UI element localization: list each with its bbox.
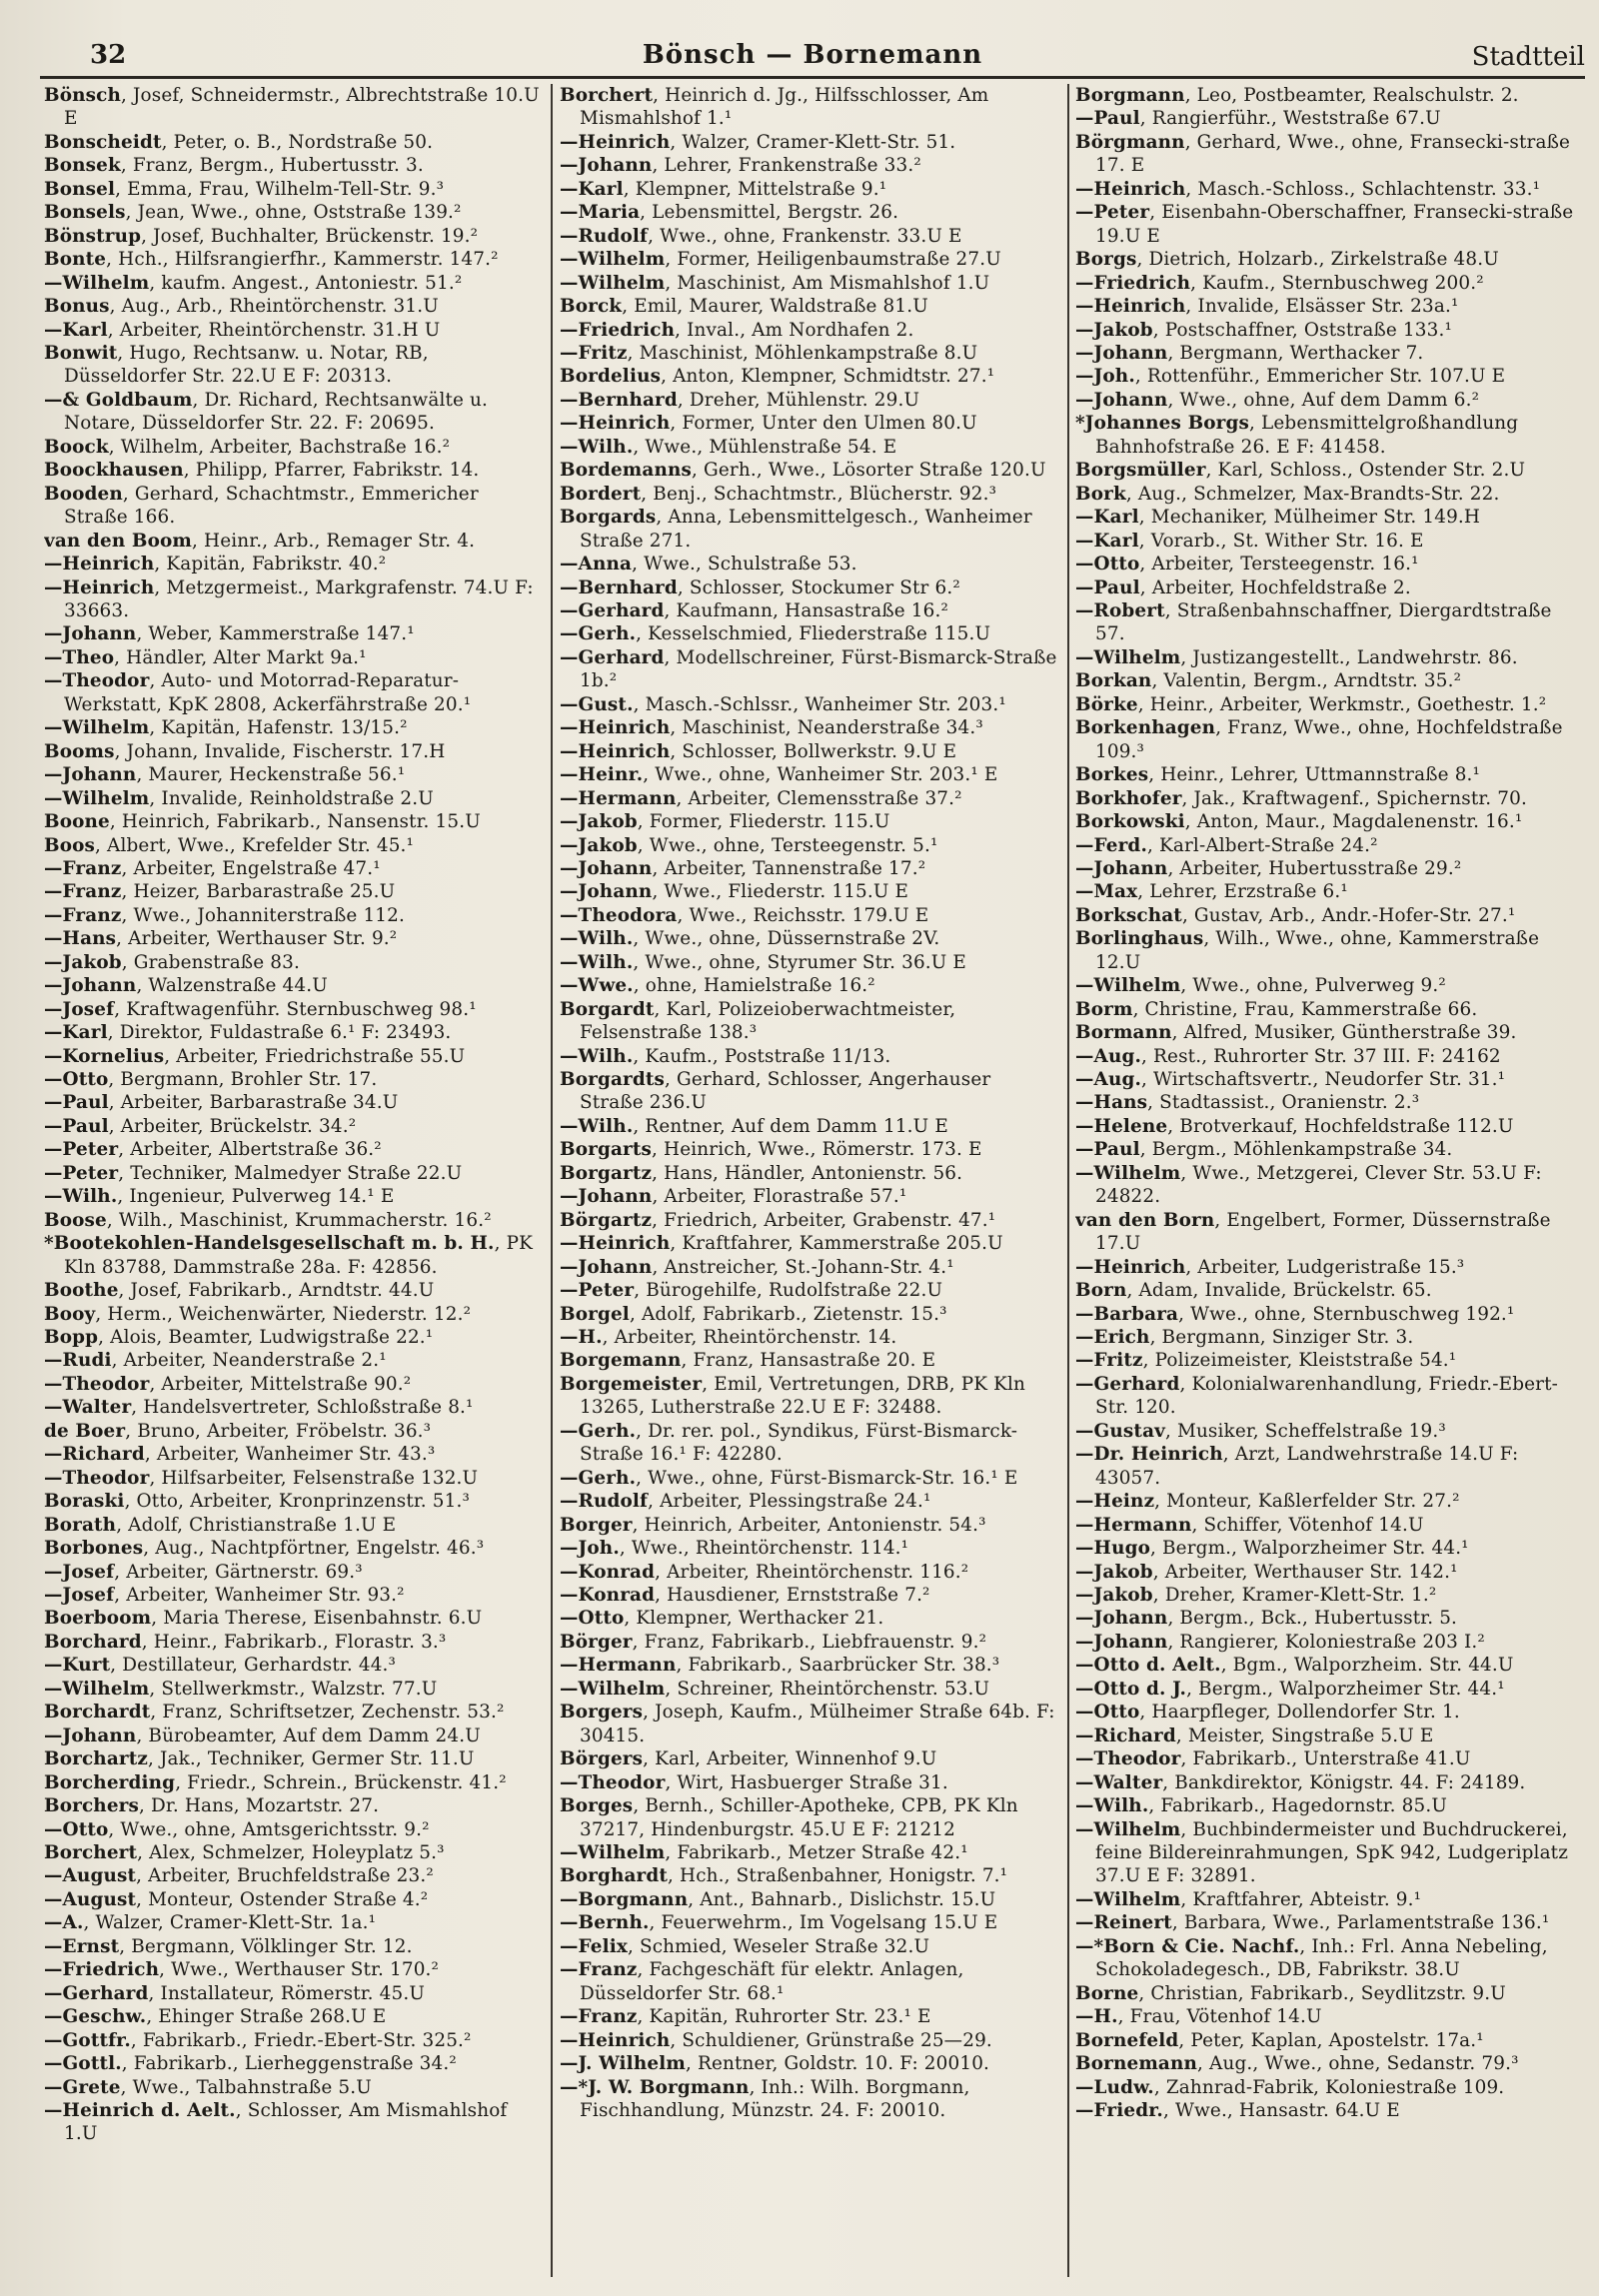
directory-entry: —Theodor, Auto- und Motorrad-Reparatur-Werkstatt, KpK 2808, Ackerfährstraße 20.¹ <box>44 670 472 715</box>
directory-entry: Borlinghaus, Wilh., Wwe., ohne, Kammerstraße 12.U <box>1075 928 1540 973</box>
directory-entry: —Borgmann, Ant., Bahnarb., Dislichstr. 15.U <box>560 1888 996 1910</box>
directory-entry: —Wilh., Rentner, Auf dem Damm 11.U E <box>560 1115 948 1137</box>
directory-entry: —H., Arbeiter, Rheintörchenstr. 14. <box>560 1327 897 1349</box>
directory-entry: Borgers, Joseph, Kaufm., Mülheimer Straße 64b. F: 30415. <box>560 1702 1055 1746</box>
directory-entry: Bormann, Alfred, Musiker, Güntherstraße 39. <box>1075 1022 1517 1044</box>
directory-entry: —Paul, Rangierführ., Weststraße 67.U <box>1075 108 1441 130</box>
directory-entry: —Hermann, Fabrikarb., Saarbrücker Str. 38.³ <box>560 1655 1000 1677</box>
directory-entry: —Konrad, Arbeiter, Rheintörchenstr. 116.² <box>560 1561 969 1583</box>
directory-entry: Borgmann, Leo, Postbeamter, Realschulstr. 2. <box>1075 85 1519 106</box>
directory-entry: Borgs, Dietrich, Holzarb., Zirkelstraße 48.U <box>1075 249 1499 271</box>
directory-entry: Borcherding, Friedr., Schrein., Brückenstr. 41.² <box>44 1771 507 1793</box>
directory-entry: —August, Arbeiter, Bruchfeldstraße 23.² <box>44 1865 434 1887</box>
directory-entry: —Franz, Wwe., Johanniterstraße 112. <box>44 904 405 926</box>
directory-entry: Bönstrup, Josef, Buchhalter, Brückenstr. 19.² <box>44 225 479 247</box>
directory-entry: —Heinrich, Former, Unter den Ulmen 80.U <box>560 413 977 435</box>
directory-entry: —Felix, Schmied, Weseler Straße 32.U <box>560 1935 930 1957</box>
directory-entry: —Hugo, Bergm., Walporzheimer Str. 44.¹ <box>1075 1538 1469 1560</box>
directory-entry: —Richard, Meister, Singstraße 5.U E <box>1075 1724 1434 1746</box>
directory-entry: —Heinrich, Maschinist, Neanderstraße 34.³ <box>560 717 983 739</box>
directory-entry: —Johann, Wwe., ohne, Auf dem Damm 6.² <box>1075 389 1480 411</box>
directory-entry: Borkowski, Anton, Maur., Magdalenenstr. 16.¹ <box>1075 811 1523 833</box>
directory-entry: —Friedrich, Wwe., Werthauser Str. 170.² <box>44 1959 440 1981</box>
directory-entry: Borchartz, Jak., Techniker, Germer Str. 11.U <box>44 1748 475 1770</box>
page-header <box>40 36 1585 79</box>
directory-entry: —Aug., Wirtschaftsvertr., Neudorfer Str. 31.¹ <box>1075 1069 1506 1091</box>
directory-entry: —Joh., Rottenführ., Emmericher Str. 107.U E <box>1075 366 1506 388</box>
directory-entry: —Gust., Masch.-Schlssr., Wanheimer Str. 203.¹ <box>560 693 1006 715</box>
directory-entry: —Wilhelm, Schreiner, Rheintörchenstr. 53.U <box>560 1678 990 1700</box>
directory-entry: —Johann, Bergm., Bck., Hubertusstr. 5. <box>1075 1608 1458 1630</box>
directory-entry: —Karl, Vorarb., St. Wither Str. 16. E <box>1075 530 1424 552</box>
column-1 <box>44 84 544 2282</box>
directory-entry: Borbones, Aug., Nachtpförtner, Engelstr. 46.³ <box>44 1538 485 1560</box>
directory-entry: —Wilhelm, Fabrikarb., Metzer Straße 42.¹ <box>560 1841 968 1863</box>
directory-entry: Bonscheidt, Peter, o. B., Nordstraße 50. <box>44 131 434 153</box>
directory-entry: —Johann, Arbeiter, Hubertusstraße 29.² <box>1075 857 1462 879</box>
directory-entry: —Wilhelm, Wwe., Metzgerei, Clever Str. 53.U F: 24822. <box>1075 1162 1542 1208</box>
directory-entry: Borchard, Heinr., Fabrikarb., Florastr. 3.³ <box>44 1631 447 1653</box>
directory-entry: —Bernhard, Schlosser, Stockumer Str 6.² <box>560 576 960 598</box>
directory-entry: van den Born, Engelbert, Former, Düssernstraße 17.U <box>1075 1209 1551 1255</box>
directory-entry: —Otto, Wwe., ohne, Amtsgerichtsstr. 9.² <box>44 1818 430 1840</box>
directory-entry: —J. Wilhelm, Rentner, Goldstr. 10. F: 20010. <box>560 2053 990 2075</box>
directory-entry: —Walter, Handelsvertreter, Schloßstraße 8.¹ <box>44 1397 474 1419</box>
directory-entry: —Joh., Wwe., Rheintörchenstr. 114.¹ <box>560 1538 909 1560</box>
directory-entry: —Friedrich, Inval., Am Nordhafen 2. <box>560 319 914 341</box>
directory-entry: Börgartz, Friedrich, Arbeiter, Grabenstr. 47.¹ <box>560 1209 996 1231</box>
directory-entry: Bork, Aug., Schmelzer, Max-Brandts-Str. 22. <box>1075 483 1500 505</box>
directory-entry: —Heinrich, Invalide, Elsässer Str. 23a.¹ <box>1075 296 1459 318</box>
directory-entry: Boockhausen, Philipp, Pfarrer, Fabrikstr. 14. <box>44 460 480 482</box>
directory-entry: Borkes, Heinr., Lehrer, Uttmannstraße 8.¹ <box>1075 764 1481 786</box>
directory-entry: Bonte, Hch., Hilfsrangierfhr., Kammerstr. 147.² <box>44 249 499 271</box>
directory-entry: —Heinrich, Kraftfahrer, Kammerstraße 205.U <box>560 1233 1003 1255</box>
directory-entry: —Barbara, Wwe., ohne, Sternbuschweg 192.¹ <box>1075 1303 1515 1325</box>
directory-entry: —Dr. Heinrich, Arzt, Landwehrstraße 14.U F: 43057. <box>1075 1444 1519 1489</box>
directory-entry: —Ernst, Bergmann, Völklinger Str. 12. <box>44 1935 413 1957</box>
directory-entry: Borkschat, Gustav, Arb., Andr.-Hofer-Str. 27.¹ <box>1075 904 1516 926</box>
directory-entry: Bordert, Benj., Schachtmstr., Blücherstr. 92.³ <box>560 483 997 505</box>
directory-entry: —Jakob, Arbeiter, Werthauser Str. 142.¹ <box>1075 1561 1458 1583</box>
directory-entry: —Paul, Arbeiter, Barbarastraße 34.U <box>44 1092 399 1114</box>
directory-entry: —Ferd., Karl-Albert-Straße 24.² <box>1075 834 1378 856</box>
directory-entry: —Fritz, Maschinist, Möhlenkampstraße 8.U <box>560 342 978 364</box>
directory-entry: —Gottl., Fabrikarb., Lierheggenstraße 34.² <box>44 2053 457 2075</box>
directory-entry: —Wilh., Ingenieur, Pulverweg 14.¹ E <box>44 1186 395 1208</box>
directory-entry: —Gerh., Kesselschmied, Fliederstraße 115.U <box>560 623 991 645</box>
directory-entry: —Geschw., Ehinger Straße 268.U E <box>44 2006 387 2028</box>
directory-entry: Born, Adam, Invalide, Brückelstr. 65. <box>1075 1280 1432 1302</box>
directory-entry: van den Boom, Heinr., Arb., Remager Str. 4. <box>44 530 476 552</box>
directory-entry: —Kurt, Destillateur, Gerhardstr. 44.³ <box>44 1655 397 1677</box>
page-number: 32 <box>90 40 127 70</box>
directory-entry: —Wilhelm, Justizangestellt., Landwehrstr. 86. <box>1075 646 1518 668</box>
directory-entry: Borges, Bernh., Schiller-Apotheke, CPB, PK Kln 37217, Hindenburgstr. 45.U E F: 21212 <box>560 1795 1018 1840</box>
directory-entry: —Otto d. Aelt., Bgm., Walporzheim. Str. 44.U <box>1075 1655 1514 1677</box>
directory-entry: —Theodor, Fabrikarb., Unterstraße 41.U <box>1075 1748 1471 1770</box>
directory-entry: —Reinert, Barbara, Wwe., Parlamentstraße 136.¹ <box>1075 1912 1550 1934</box>
directory-entry: Bopp, Alois, Beamter, Ludwigstraße 22.¹ <box>44 1327 434 1349</box>
directory-entry: —H., Frau, Vötenhof 14.U <box>1075 2006 1322 2028</box>
directory-entry: Bonsek, Franz, Bergm., Hubertusstr. 3. <box>44 155 424 177</box>
directory-entry: —Theodora, Wwe., Reichsstr. 179.U E <box>560 904 929 926</box>
directory-entry: —Wilhelm, Kraftfahrer, Abteistr. 9.¹ <box>1075 1888 1422 1910</box>
directory-entry: —Wilhelm, Stellwerkmstr., Walzstr. 77.U <box>44 1678 438 1700</box>
directory-entry: Bonsels, Jean, Wwe., ohne, Oststraße 139.² <box>44 202 462 224</box>
directory-entry: Borghardt, Hch., Straßenbahner, Honigstr. 7.¹ <box>560 1865 1008 1887</box>
directory-entry: —Otto, Haarpfleger, Dollendorfer Str. 1. <box>1075 1702 1460 1723</box>
running-title: Bönsch — Bornemann <box>642 40 983 70</box>
directory-entry: Bornefeld, Peter, Kaplan, Apostelstr. 17a.¹ <box>1075 2029 1484 2051</box>
directory-entry: —Wilhelm, Invalide, Reinholdstraße 2.U <box>44 787 434 809</box>
directory-entry: —August, Monteur, Ostender Straße 4.² <box>44 1888 429 1910</box>
directory-entry: —Franz, Fachgeschäft für elektr. Anlagen, Düsseldorfer Str. 68.¹ <box>560 1959 964 2004</box>
directory-entry: —Wilhelm, kaufm. Angest., Antoniestr. 51.² <box>44 272 463 294</box>
directory-entry: —Otto, Klempner, Werthacker 21. <box>560 1608 884 1630</box>
directory-entry: —Josef, Arbeiter, Wanheimer Str. 93.² <box>44 1585 405 1606</box>
directory-entry: —Erich, Bergmann, Sinziger Str. 3. <box>1075 1327 1414 1349</box>
directory-entry: —Heinrich, Schlosser, Bollwerkstr. 9.U E <box>560 740 957 762</box>
directory-entry: Borgel, Adolf, Fabrikarb., Zietenstr. 15.³ <box>560 1303 947 1325</box>
directory-entry: —Karl, Mechaniker, Mülheimer Str. 149.H <box>1075 507 1481 529</box>
directory-entry: —Gustav, Musiker, Scheffelstraße 19.³ <box>1075 1420 1446 1442</box>
directory-entry: Bornemann, Aug., Wwe., ohne, Sedanstr. 79.³ <box>1075 2053 1519 2075</box>
directory-entry: —Friedrich, Kaufm., Sternbuschweg 200.² <box>1075 272 1484 294</box>
directory-entry: —Max, Lehrer, Erzstraße 6.¹ <box>1075 881 1348 903</box>
directory-entry: —Gerhard, Installateur, Römerstr. 45.U <box>44 1982 426 2004</box>
directory-entry: —Rudolf, Arbeiter, Plessingstraße 24.¹ <box>560 1491 931 1513</box>
directory-entry: —Johann, Lehrer, Frankenstraße 33.² <box>560 155 921 177</box>
directory-entry: Borkan, Valentin, Bergm., Arndtstr. 35.² <box>1075 670 1462 692</box>
directory-entry: —Heinrich, Schuldiener, Grünstraße 25—29. <box>560 2029 992 2051</box>
directory-entry: —Franz, Heizer, Barbarastraße 25.U <box>44 881 396 903</box>
column-2 <box>560 84 1059 2282</box>
directory-entry: —Gerh., Dr. rer. pol., Syndikus, Fürst-Bismarck-Straße 16.¹ F: 42280. <box>560 1420 1018 1466</box>
directory-entry: —Johann, Anstreicher, St.-Johann-Str. 4.¹ <box>560 1256 954 1278</box>
directory-entry: —Konrad, Hausdiener, Ernststraße 7.² <box>560 1585 930 1606</box>
directory-entry: —Johann, Arbeiter, Florastraße 57.¹ <box>560 1186 907 1208</box>
directory-entry: *Johannes Borgs, Lebensmittelgroßhandlung Bahnhofstraße 26. E F: 41458. <box>1075 413 1519 458</box>
directory-entry: —& Goldbaum, Dr. Richard, Rechtsanwälte u. Notare, Düsseldorfer Str. 22. F: 20695. <box>44 389 489 435</box>
directory-entry: —Johann, Bergmann, Werthacker 7. <box>1075 342 1424 364</box>
directory-entry: —Wilh., Wwe., ohne, Düssernstraße 2V. <box>560 928 940 950</box>
directory-entry: —Richard, Arbeiter, Wanheimer Str. 43.³ <box>44 1444 436 1466</box>
directory-entry: —Jakob, Dreher, Kramer-Klett-Str. 1.² <box>1075 1585 1437 1606</box>
directory-entry: —Wilh., Wwe., ohne, Styrumer Str. 36.U E <box>560 951 967 973</box>
directory-entry: Borchert, Alex, Schmelzer, Holeyplatz 5.³ <box>44 1841 445 1863</box>
directory-entry: Borne, Christian, Fabrikarb., Seydlitzstr. 9.U <box>1075 1982 1506 2004</box>
directory-entry: Boock, Wilhelm, Arbeiter, Bachstraße 16.² <box>44 436 451 458</box>
directory-entry: —Johann, Arbeiter, Tannenstraße 17.² <box>560 857 926 879</box>
directory-entry: —A., Walzer, Cramer-Klett-Str. 1a.¹ <box>44 1912 377 1934</box>
directory-entry: Borgsmüller, Karl, Schloss., Ostender Str. 2.U <box>1075 460 1526 482</box>
directory-entry: Bonus, Aug., Arb., Rheintörchenstr. 31.U <box>44 296 439 318</box>
directory-entry: —Josef, Arbeiter, Gärtnerstr. 69.³ <box>44 1561 363 1583</box>
directory-entry: *Bootekohlen-Handelsgesellschaft m. b. H., PK Kln 83788, Dammstraße 28a. F: 42856. <box>44 1233 534 1278</box>
directory-entry: Boose, Wilh., Maschinist, Krummacherstr. 16.² <box>44 1209 492 1231</box>
directory-entry: —Hans, Arbeiter, Werthauser Str. 9.² <box>44 928 398 950</box>
directory-entry: —Heinrich d. Aelt., Schlosser, Am Mismahlshof 1.U <box>44 2099 508 2145</box>
directory-entry: —Gottfr., Fabrikarb., Friedr.-Ebert-Str. 325.² <box>44 2029 472 2051</box>
directory-entry: —Rudolf, Wwe., ohne, Frankenstr. 33.U E <box>560 225 962 247</box>
directory-entry: —Jakob, Wwe., ohne, Tersteegenstr. 5.¹ <box>560 834 938 856</box>
directory-entry: —Theodor, Wirt, Hasbuerger Straße 31. <box>560 1771 948 1793</box>
directory-entry: Borgardt, Karl, Polizeioberwachtmeister, Felsenstraße 138.³ <box>560 998 956 1044</box>
directory-entry: —Paul, Arbeiter, Hochfeldstraße 2. <box>1075 576 1411 598</box>
directory-entry: —Gerhard, Kaufmann, Hansastraße 16.² <box>560 599 949 621</box>
directory-entry: Boos, Albert, Wwe., Krefelder Str. 45.¹ <box>44 834 415 856</box>
directory-entry: —Fritz, Polizeimeister, Kleiststraße 54.¹ <box>1075 1350 1457 1372</box>
district-label: Stadtteil <box>1471 42 1585 72</box>
directory-entry: —Heinrich, Arbeiter, Ludgeristraße 15.³ <box>1075 1256 1465 1278</box>
directory-entry: Booms, Johann, Invalide, Fischerstr. 17.H <box>44 740 446 762</box>
column-3 <box>1075 84 1585 2282</box>
directory-entry: —Bernhard, Dreher, Mühlenstr. 29.U <box>560 389 920 411</box>
directory-entry: —Karl, Arbeiter, Rheintörchenstr. 31.H U <box>44 319 441 341</box>
directory-entry: Borgartz, Hans, Händler, Antonienstr. 56. <box>560 1162 963 1184</box>
directory-entry: —Johann, Weber, Kammerstraße 147.¹ <box>44 623 415 645</box>
directory-entry: Boothe, Josef, Fabrikarb., Arndtstr. 44.U <box>44 1280 435 1302</box>
directory-entry: —Heinz, Monteur, Kaßlerfelder Str. 27.² <box>1075 1491 1460 1513</box>
directory-entry: Börke, Heinr., Arbeiter, Werkmstr., Goethestr. 1.² <box>1075 693 1547 715</box>
directory-entry: —Wwe., ohne, Hamielstraße 16.² <box>560 975 875 997</box>
directory-entry: —Wilh., Fabrikarb., Hagedornstr. 85.U <box>1075 1795 1448 1817</box>
directory-entry: —Heinr., Wwe., ohne, Wanheimer Str. 203.¹ E <box>560 764 998 786</box>
directory-entry: —Rudi, Arbeiter, Neanderstraße 2.¹ <box>44 1350 387 1372</box>
directory-entry: Boerboom, Maria Therese, Eisenbahnstr. 6.U <box>44 1608 483 1630</box>
directory-entry: —Franz, Arbeiter, Engelstraße 47.¹ <box>44 857 381 879</box>
directory-entry: Borgarts, Heinrich, Wwe., Römerstr. 173. E <box>560 1139 982 1161</box>
directory-entry: —Karl, Klempner, Mittelstraße 9.¹ <box>560 178 887 200</box>
directory-entry: Bordemanns, Gerh., Wwe., Lösorter Straße 120.U <box>560 460 1046 482</box>
directory-entry: —Jakob, Grabenstraße 83. <box>44 951 300 973</box>
directory-entry: —Grete, Wwe., Talbahnstraße 5.U <box>44 2076 372 2098</box>
directory-entry: —Johann, Bürobeamter, Auf dem Damm 24.U <box>44 1724 481 1746</box>
directory-entry: —Jakob, Former, Fliederstr. 115.U <box>560 811 890 833</box>
directory-entry: Bordelius, Anton, Klempner, Schmidtstr. 27.¹ <box>560 366 995 388</box>
directory-entry: —Peter, Techniker, Malmedyer Straße 22.U <box>44 1162 463 1184</box>
directory-entry: —Johann, Rangierer, Koloniestraße 203 I.² <box>1075 1631 1485 1653</box>
directory-entry: Börger, Franz, Fabrikarb., Liebfrauenstr. 9.² <box>560 1631 987 1653</box>
directory-entry: Bonwit, Hugo, Rechtsanw. u. Notar, RB, Düsseldorfer Str. 22.U E F: 20313. <box>44 342 429 388</box>
directory-entry: —Otto, Arbeiter, Tersteegenstr. 16.¹ <box>1075 554 1419 575</box>
directory-entry: —Heinrich, Metzgermeist., Markgrafenstr. 74.U F: 33663. <box>44 576 534 621</box>
directory-entry: Borck, Emil, Maurer, Waldstraße 81.U <box>560 296 928 318</box>
directory-entry: —Ludw., Zahnrad-Fabrik, Koloniestraße 109. <box>1075 2076 1505 2098</box>
directory-entry: Borgemeister, Emil, Vertretungen, DRB, PK Kln 13265, Lutherstraße 22.U E F: 32488. <box>560 1373 1026 1419</box>
directory-entry: —*J. W. Borgmann, Inh.: Wilh. Borgmann, Fischhandlung, Münzstr. 24. F: 20010. <box>560 2076 970 2121</box>
directory-entry: Bönsch, Josef, Schneidermstr., Albrechtstraße 10.U E <box>44 85 540 130</box>
directory-entry: —Otto d. J., Bergm., Walporzheimer Str. 44.¹ <box>1075 1678 1505 1700</box>
directory-entry: —Johann, Walzenstraße 44.U <box>44 975 328 997</box>
directory-entry: Borchardt, Franz, Schriftsetzer, Zechenstr. 53.² <box>44 1702 505 1723</box>
directory-entry: Börgers, Karl, Arbeiter, Winnenhof 9.U <box>560 1748 937 1770</box>
directory-entry: —Franz, Kapitän, Ruhrorter Str. 23.¹ E <box>560 2006 931 2028</box>
directory-entry: —Peter, Arbeiter, Albertstraße 36.² <box>44 1139 382 1161</box>
directory-entry: Borkenhagen, Franz, Wwe., ohne, Hochfeldstraße 109.³ <box>1075 717 1563 762</box>
directory-entry: —Wilhelm, Maschinist, Am Mismahlshof 1.U <box>560 272 990 294</box>
directory-entry: Borath, Adolf, Christianstraße 1.U E <box>44 1514 397 1536</box>
directory-entry: —Paul, Arbeiter, Brückelstr. 34.² <box>44 1115 357 1137</box>
directory-entry: Bonsel, Emma, Frau, Wilhelm-Tell-Str. 9.³ <box>44 178 445 200</box>
directory-entry: —Otto, Bergmann, Brohler Str. 17. <box>44 1069 378 1091</box>
directory-entry: —Hans, Stadtassist., Oranienstr. 2.³ <box>1075 1092 1420 1114</box>
directory-entry: Boone, Heinrich, Fabrikarb., Nansenstr. 15.U <box>44 811 481 833</box>
directory-entry: —Wilh., Kaufm., Poststraße 11/13. <box>560 1045 891 1067</box>
directory-entry: —Peter, Eisenbahn-Oberschaffner, Fransecki-straße 19.U E <box>1075 202 1574 247</box>
directory-entry: —Wilhelm, Buchbindermeister und Buchdruckerei, feine Bildereinrahmungen, SpK 942, Ludgeriplatz 37.U E F: 32891. <box>1075 1818 1569 1887</box>
directory-entry: —Heinrich, Masch.-Schloss., Schlachtenstr. 33.¹ <box>1075 178 1541 200</box>
directory-entry: —Heinrich, Kapitän, Fabrikstr. 40.² <box>44 554 387 575</box>
directory-entry: Borgardts, Gerhard, Schlosser, Angerhauser Straße 236.U <box>560 1069 991 1114</box>
directory-entry: —Wilh., Wwe., Mühlenstraße 54. E <box>560 436 897 458</box>
directory-entry: Boraski, Otto, Arbeiter, Kronprinzenstr. 51.³ <box>44 1491 470 1513</box>
directory-entry: —Karl, Direktor, Fuldastraße 6.¹ F: 23493. <box>44 1022 452 1044</box>
directory-entry: —Wilhelm, Kapitän, Hafenstr. 13/15.² <box>44 717 408 739</box>
directory-entry: —Johann, Wwe., Fliederstr. 115.U E <box>560 881 909 903</box>
directory-entry: —Bernh., Feuerwehrm., Im Vogelsang 15.U E <box>560 1912 998 1934</box>
directory-entry: —Hermann, Schiffer, Vötenhof 14.U <box>1075 1514 1424 1536</box>
directory-entry: —Johann, Maurer, Heckenstraße 56.¹ <box>44 764 406 786</box>
directory-entry: —Walter, Bankdirektor, Königstr. 44. F: 24189. <box>1075 1771 1526 1793</box>
directory-entry: —Anna, Wwe., Schulstraße 53. <box>560 554 857 575</box>
directory-entry: —Gerhard, Modellschreiner, Fürst-Bismarck-Straße 1b.² <box>560 646 1057 692</box>
directory-entry: —Theodor, Hilfsarbeiter, Felsenstraße 132.U <box>44 1467 479 1489</box>
directory-entry: —Robert, Straßenbahnschaffner, Diergardtstraße 57. <box>1075 599 1552 645</box>
directory-entry: de Boer, Bruno, Arbeiter, Fröbelstr. 36.³ <box>44 1420 432 1442</box>
directory-entry: Borgards, Anna, Lebensmittelgesch., Wanheimer Straße 271. <box>560 507 1032 552</box>
directory-entry: —*Born & Cie. Nachf., Inh.: Frl. Anna Nebeling, Schokoladegesch., DB, Fabrikstr. 38.U <box>1075 1935 1548 1981</box>
column-divider <box>551 84 553 2277</box>
directory-entry: Borgemann, Franz, Hansastraße 20. E <box>560 1350 936 1372</box>
directory-entry: —Kornelius, Arbeiter, Friedrichstraße 55.U <box>44 1045 466 1067</box>
directory-entry: —Hermann, Arbeiter, Clemensstraße 37.² <box>560 787 962 809</box>
directory-entry: Booden, Gerhard, Schachtmstr., Emmericher Straße 166. <box>44 483 479 529</box>
directory-entry: —Friedr., Wwe., Hansastr. 64.U E <box>1075 2099 1400 2121</box>
directory-entry: Borm, Christine, Frau, Kammerstraße 66. <box>1075 998 1478 1020</box>
column-divider <box>1067 84 1069 2277</box>
directory-entry: —Theo, Händler, Alter Markt 9a.¹ <box>44 646 367 668</box>
directory-entry: —Wilhelm, Former, Heiligenbaumstraße 27.U <box>560 249 1001 271</box>
directory-entry: —Wilhelm, Wwe., ohne, Pulverweg 9.² <box>1075 975 1446 997</box>
directory-entry: —Maria, Lebensmittel, Bergstr. 26. <box>560 202 899 224</box>
directory-entry: —Theodor, Arbeiter, Mittelstraße 90.² <box>44 1373 412 1395</box>
directory-entry: Borchers, Dr. Hans, Mozartstr. 27. <box>44 1795 380 1817</box>
directory-entry: —Helene, Brotverkauf, Hochfeldstraße 112.U <box>1075 1115 1514 1137</box>
directory-entry: Börgmann, Gerhard, Wwe., ohne, Fransecki-straße 17. E <box>1075 131 1571 177</box>
directory-entry: Booy, Herm., Weichenwärter, Niederstr. 12.² <box>44 1303 472 1325</box>
directory-entry: —Jakob, Postschaffner, Oststraße 133.¹ <box>1075 319 1452 341</box>
directory-entry: —Heinrich, Walzer, Cramer-Klett-Str. 51. <box>560 131 956 153</box>
directory-entry: —Gerh., Wwe., ohne, Fürst-Bismarck-Str. 16.¹ E <box>560 1467 1018 1489</box>
directory-entry: —Paul, Bergm., Möhlenkampstraße 34. <box>1075 1139 1453 1161</box>
directory-entry: —Josef, Kraftwagenführ. Sternbuschweg 98.¹ <box>44 998 477 1020</box>
directory-entry: Borkhofer, Jak., Kraftwagenf., Spichernstr. 70. <box>1075 787 1527 809</box>
directory-entry: Borger, Heinrich, Arbeiter, Antonienstr. 54.³ <box>560 1514 986 1536</box>
directory-entry: Borchert, Heinrich d. Jg., Hilfsschlosser, Am Mismahlshof 1.¹ <box>560 85 989 130</box>
directory-entry: —Aug., Rest., Ruhrorter Str. 37 III. F: 24162 <box>1075 1045 1501 1067</box>
directory-entry: —Peter, Bürogehilfe, Rudolfstraße 22.U <box>560 1280 943 1302</box>
directory-entry: —Gerhard, Kolonialwarenhandlung, Friedr.-Ebert-Str. 120. <box>1075 1373 1558 1419</box>
